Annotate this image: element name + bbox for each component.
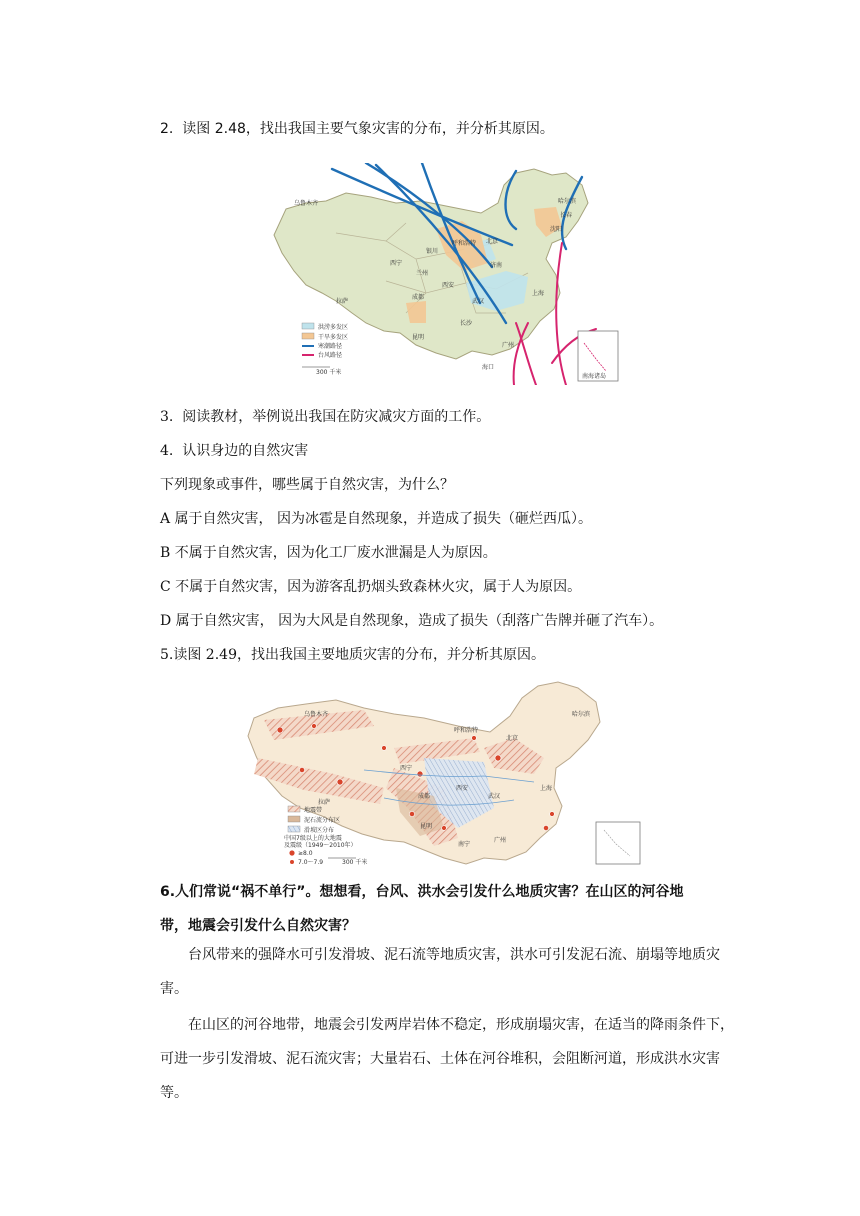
- map2-scale: 300 千米: [342, 859, 368, 866]
- map2-city: 西宁: [400, 765, 413, 772]
- map1-city: 北京: [486, 238, 499, 245]
- map2-city: 呼和浩特: [454, 727, 479, 734]
- map1-city: 西安: [442, 282, 455, 289]
- weather-disaster-map: [266, 163, 622, 385]
- map1-scale: 300 千米: [316, 369, 342, 376]
- epicenter-dot: [550, 812, 555, 817]
- map1-city: 乌鲁木齐: [294, 200, 319, 207]
- map1-city: 拉萨: [336, 298, 349, 305]
- question-4-number: 4.: [160, 443, 174, 459]
- map1-city: 长沙: [460, 320, 473, 327]
- map2-city: 南宁: [458, 841, 471, 848]
- map1-city: 银川: [426, 248, 439, 255]
- epicenter-dot: [472, 736, 477, 741]
- map1-city: 广州: [502, 342, 515, 349]
- question-4: [160, 440, 308, 460]
- geological-disaster-map: [244, 678, 644, 866]
- legend-mag-7: 7.0～7.9: [298, 859, 324, 866]
- legend-flood-label: 洪涝多发区: [318, 324, 349, 331]
- epicenter-dot: [299, 767, 304, 772]
- question-6-title-line1: 6.人们常说“祸不单行”。想想看，台风、洪水会引发什么地质灾害？在山区的河谷地: [160, 884, 684, 900]
- answer-6-paragraph-2: 在山区的河谷地带，地震会引发两岸岩体不稳定，形成崩塌灾害，在适当的降雨条件下，可进一步引发滑坡、泥石流灾害；大量岩石、土体在河谷堆积，会阻断河道，形成洪水灾害等。: [160, 1017, 734, 1101]
- epicenter-dot: [277, 727, 283, 733]
- epicenter-dot: [337, 779, 343, 785]
- question-3-number: 3.: [160, 409, 174, 425]
- question-5: 5.读图 2.49，找出我国主要地质灾害的分布，并分析其原因。: [160, 647, 545, 663]
- legend-mag-8: ≥8.0: [298, 850, 313, 857]
- map2-city: 乌鲁木齐: [304, 711, 329, 718]
- legend-quake-label: 地震带: [304, 807, 323, 814]
- question-2-number: 2.: [160, 121, 174, 137]
- epicenter-dot: [543, 825, 548, 830]
- map1-legend: [302, 323, 348, 376]
- epicenter-dot: [382, 746, 387, 751]
- epicenter-dot: [442, 826, 447, 831]
- legend-cold-wave-label: 寒潮路径: [318, 343, 343, 350]
- question-2-text: 读图 2.48，找出我国主要气象灾害的分布，并分析其原因。: [182, 121, 554, 137]
- question-3-text: 阅读教材，举例说出我国在防灾减灾方面的工作。: [182, 409, 491, 425]
- map1-city: 昆明: [412, 334, 425, 341]
- epicenter-dot: [409, 811, 414, 816]
- map2-city: 哈尔滨: [572, 711, 591, 718]
- answer-6-paragraph-1: 台风带来的强降水可引发滑坡、泥石流等地质灾害，洪水可引发泥石流、崩塌等地质灾害。: [160, 947, 720, 997]
- legend-typhoon-label: 台风路径: [318, 352, 343, 359]
- epicenter-dot: [495, 755, 501, 761]
- epicenter-dot: [417, 771, 423, 777]
- map1-city: 呼和浩特: [452, 240, 477, 247]
- question-4-text: 认识身边的自然灾害: [182, 443, 309, 459]
- map1-city: 西宁: [390, 260, 403, 267]
- question-3: [160, 406, 490, 426]
- map1-city: 哈尔滨: [558, 198, 577, 205]
- legend-quake-years: 及震级（1949～2010年）: [284, 842, 357, 849]
- legend-drought-label: 干旱多发区: [318, 334, 349, 341]
- answer-b: B 不属于自然灾害，因为化工厂废水泄漏是人为原因。: [160, 545, 497, 561]
- map2-city: 武汉: [488, 793, 501, 800]
- map2-city: 上海: [540, 785, 553, 792]
- map1-city: 长春: [560, 212, 573, 219]
- legend-quake-title: 中国7级以上的大地震: [284, 835, 342, 842]
- map1-city: 上海: [532, 290, 545, 297]
- question-2: [160, 118, 554, 138]
- map1-city: 沈阳: [550, 226, 563, 233]
- answer-c: C 不属于自然灾害，因为游客乱扔烟头致森林火灾，属于人为原因。: [160, 579, 582, 595]
- map2-city: 拉萨: [318, 799, 331, 806]
- map1-city: 武汉: [472, 298, 485, 305]
- legend-landslide-label: 滑坡区分布: [304, 827, 335, 834]
- answer-a: A 属于自然灾害， 因为冰雹是自然现象，并造成了损失（砸烂西瓜）。: [160, 511, 593, 527]
- map2-city: 西安: [456, 785, 469, 792]
- map1-city: 海口: [482, 364, 495, 371]
- south-china-sea-inset: [578, 331, 618, 381]
- question-4-intro: 下列现象或事件，哪些属于自然灾害，为什么？: [160, 477, 454, 493]
- map2-city: 成都: [418, 793, 431, 800]
- map2-city: 昆明: [420, 823, 433, 830]
- map2-city: 广州: [494, 837, 507, 844]
- legend-debris-label: 泥石流分布区: [304, 817, 341, 824]
- map1-city: 兰州: [416, 270, 429, 277]
- map1-city: 济南: [490, 262, 503, 269]
- south-china-sea-inset-2: [596, 822, 640, 864]
- answer-d: D 属于自然灾害， 因为大风是自然现象，造成了损失（刮落广告牌并砸了汽车）。: [160, 613, 664, 629]
- map1-city: 成都: [412, 294, 425, 301]
- map2-city: 北京: [506, 735, 519, 742]
- question-6-title-line2: 带，地震会引发什么自然灾害？: [160, 918, 356, 934]
- epicenter-dot: [312, 724, 317, 729]
- inset-label: 南海诸岛: [582, 373, 607, 380]
- typhoon-path-1: [556, 243, 566, 385]
